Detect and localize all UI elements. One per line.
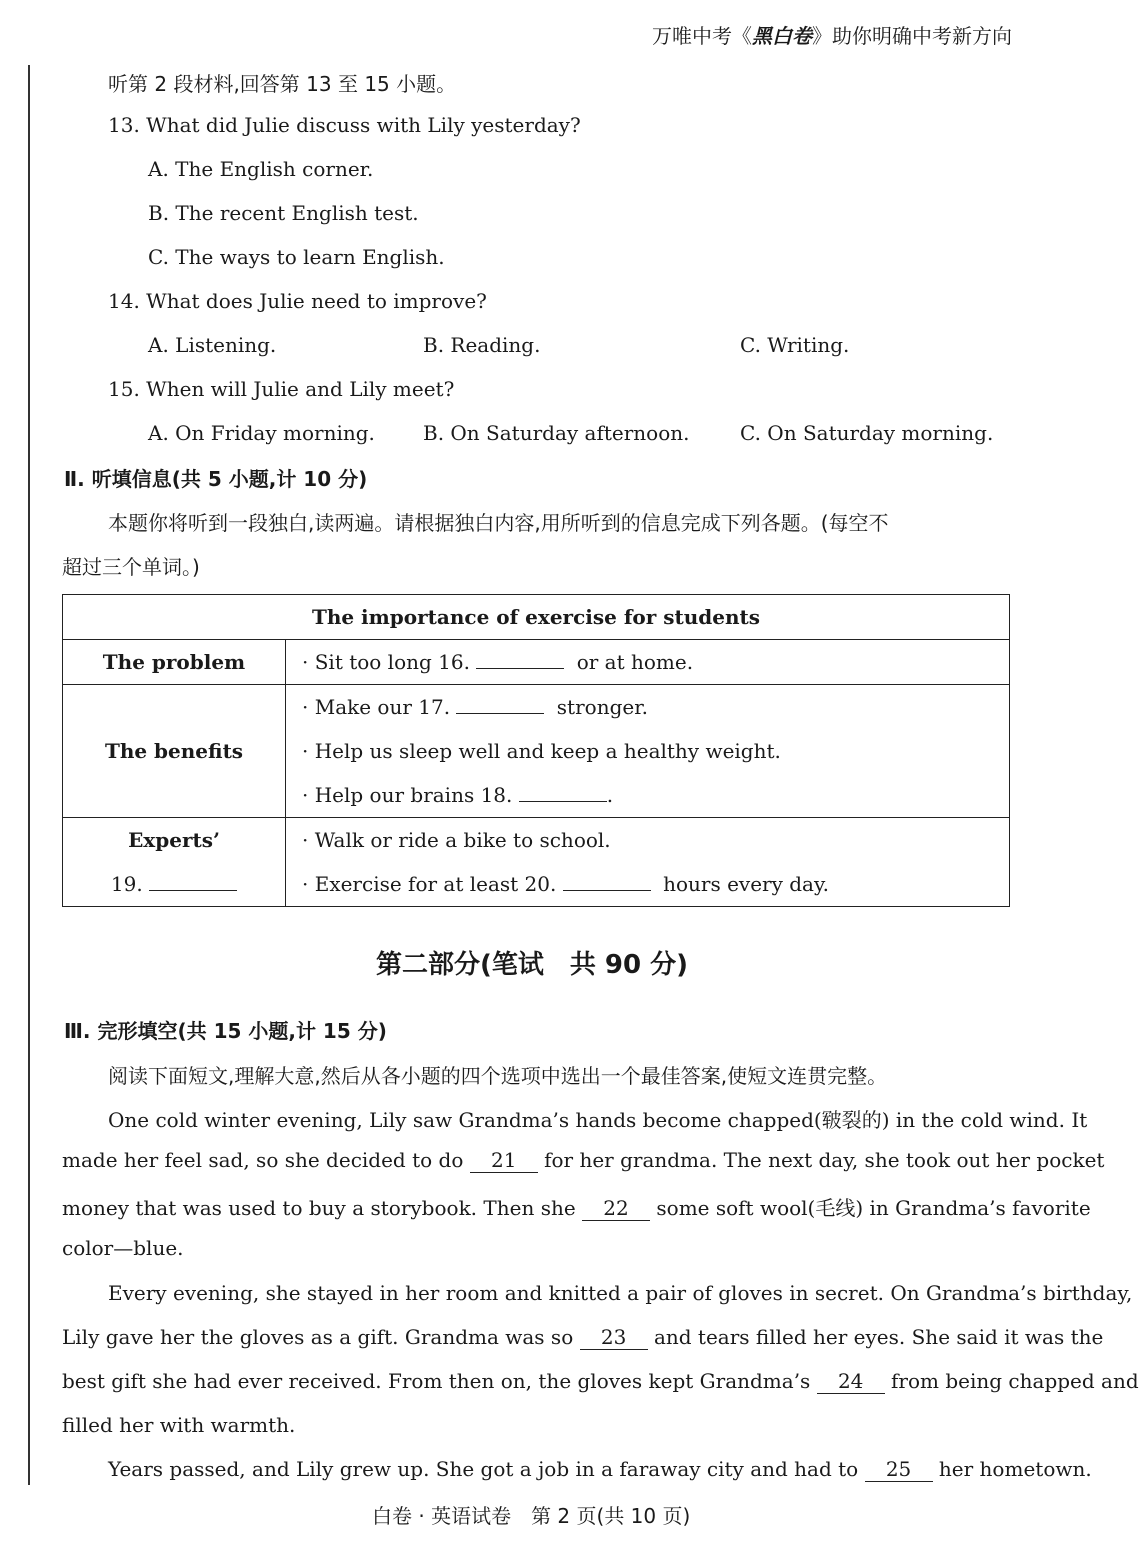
passage-text: filled her with warmth.: [62, 1413, 296, 1437]
cloze-blank-21[interactable]: 21: [470, 1148, 538, 1173]
question-13-option-b: B. The recent English test.: [148, 201, 419, 225]
part-2-heading: 第二部分(笔试 共 90 分): [376, 950, 689, 980]
table-row-benefits: [63, 685, 1010, 818]
passage-line: [108, 1457, 1092, 1482]
table-line: [302, 640, 1009, 684]
section-3-instruction: 阅读下面短文,理解大意,然后从各小题的四个选项中选出一个最佳答案,使短文连贯完整。: [108, 1064, 888, 1088]
answer-blank-17[interactable]: [456, 713, 544, 714]
question-15-stem: 15. When will Julie and Lily meet?: [108, 377, 455, 401]
passage-text: for her grandma. The next day, she took out her pocket: [537, 1148, 1105, 1172]
cloze-blank-22[interactable]: 22: [582, 1196, 650, 1221]
page-header: [652, 20, 1012, 49]
passage-text: Every evening, she stayed in her room and knitted a pair of gloves in secret. On Grandma’s birthday,: [108, 1281, 1133, 1305]
table-row-experts: [63, 818, 1010, 907]
line-text: · Walk or ride a bike to school.: [302, 828, 611, 852]
question-15-option-c: C. On Saturday morning.: [740, 421, 994, 445]
page-footer: 白卷 · 英语试卷 第 2 页(共 10 页): [372, 1504, 691, 1528]
table-line: [302, 862, 1009, 906]
table-title: The importance of exercise for students: [63, 595, 1010, 640]
cloze-blank-25[interactable]: 25: [865, 1457, 933, 1482]
line-text: · Make our 17.: [302, 695, 451, 719]
question-13-option-a: A. The English corner.: [148, 157, 374, 181]
cloze-blank-23[interactable]: 23: [580, 1325, 648, 1350]
table-line: [302, 729, 1009, 773]
answer-blank-19[interactable]: [149, 890, 237, 891]
row-content-benefits: [286, 685, 1010, 818]
header-brand: 黑白卷: [752, 24, 812, 48]
passage-line: [108, 1104, 1087, 1133]
info-table: [62, 594, 1010, 907]
row-content-experts: [286, 818, 1010, 907]
header-suffix: 》助你明确中考新方向: [812, 24, 1012, 48]
experts-number: 19.: [110, 872, 143, 896]
passage-text: and tears filled her eyes. She said it was the: [647, 1325, 1104, 1349]
answer-blank-18[interactable]: [519, 801, 607, 802]
experts-label: Experts’: [128, 828, 220, 852]
answer-blank-20[interactable]: [563, 890, 651, 891]
question-14-option-a: A. Listening.: [148, 333, 277, 357]
passage-line: [62, 1192, 1091, 1221]
passage-line: [62, 1325, 1103, 1350]
line-text-after: hours every day.: [663, 872, 829, 896]
section-3-heading: Ⅲ. 完形填空(共 15 小题,计 15 分): [64, 1019, 387, 1043]
line-text: · Exercise for at least 20.: [302, 872, 557, 896]
passage-text: made her feel sad, so she decided to do: [62, 1148, 470, 1172]
passage-text: some soft wool(毛线) in Grandma’s favorite: [650, 1196, 1091, 1220]
passage-line: [62, 1148, 1104, 1173]
header-prefix: 万唯中考《: [652, 24, 752, 48]
passage-text: color—blue.: [62, 1236, 184, 1260]
section-2-heading: Ⅱ. 听填信息(共 5 小题,计 10 分): [64, 467, 368, 491]
question-14-stem: 14. What does Julie need to improve?: [108, 289, 487, 313]
table-line: [302, 773, 1009, 817]
question-13-stem: 13. What did Julie discuss with Lily yesterday?: [108, 113, 581, 137]
passage-text: money that was used to buy a storybook. Then she: [62, 1196, 583, 1220]
line-text-after: or at home.: [576, 650, 694, 674]
section-2-instruction-line1: 本题你将听到一段独白,读两遍。请根据独白内容,用所听到的信息完成下列各题。(每空不: [108, 511, 889, 535]
passage-line: [108, 1281, 1132, 1305]
listening-intro: 听第 2 段材料,回答第 13 至 15 小题。: [108, 72, 457, 96]
question-14-option-b: B. Reading.: [423, 333, 541, 357]
question-15-option-b: B. On Saturday afternoon.: [423, 421, 690, 445]
passage-text: Years passed, and Lily grew up. She got a job in a faraway city and had to: [108, 1457, 865, 1481]
row-label-benefits: The benefits: [63, 685, 286, 818]
table-line: [302, 685, 1009, 729]
line-text-after: stronger.: [556, 695, 648, 719]
passage-text: Lily gave her the gloves as a gift. Grandma was so: [62, 1325, 580, 1349]
margin-rule: [28, 65, 30, 1485]
question-15-option-a: A. On Friday morning.: [148, 421, 375, 445]
row-label-experts: [63, 818, 286, 907]
passage-text: best gift she had ever received. From then on, the gloves kept Grandma’s: [62, 1369, 817, 1393]
passage-text: One cold winter evening, Lily saw Grandma’s hands become chapped(皲裂的) in the cold wind. It: [108, 1108, 1088, 1132]
passage-line: [62, 1413, 295, 1437]
question-13-option-c: C. The ways to learn English.: [148, 245, 445, 269]
line-text: · Help our brains 18.: [302, 783, 513, 807]
question-14-option-c: C. Writing.: [740, 333, 850, 357]
table-row-problem: [63, 640, 1010, 685]
passage-line: [62, 1236, 184, 1260]
passage-line: [62, 1369, 1139, 1394]
row-label-problem: The problem: [63, 640, 286, 685]
passage-text: her hometown.: [932, 1457, 1092, 1481]
passage-text: from being chapped and: [884, 1369, 1139, 1393]
line-text: · Help us sleep well and keep a healthy weight.: [302, 739, 781, 763]
line-text-after: .: [606, 783, 614, 807]
answer-blank-16[interactable]: [476, 668, 564, 669]
section-2-instruction-line2: 超过三个单词。): [62, 555, 200, 579]
row-content-problem: [286, 640, 1010, 685]
cloze-blank-24[interactable]: 24: [817, 1369, 885, 1394]
experts-blank-line: [63, 862, 285, 906]
table-line: [302, 818, 1009, 862]
line-text: · Sit too long 16.: [302, 650, 470, 674]
